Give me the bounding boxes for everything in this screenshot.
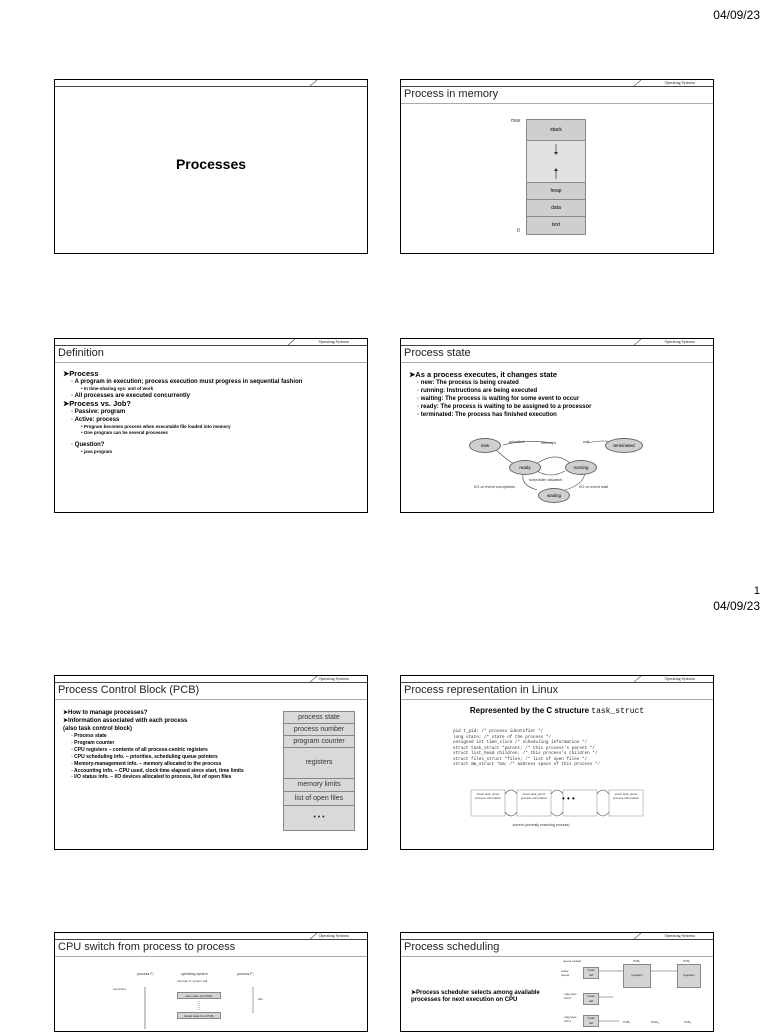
bullet: • One program can be several processes <box>81 430 168 435</box>
queue-arrows <box>599 969 679 1029</box>
title-rule <box>401 362 713 363</box>
slide-rule <box>55 345 367 346</box>
tape0-label: mag tape unit 0 <box>564 992 577 1000</box>
course-label: Operating Systems <box>318 676 349 681</box>
bullet: ◦ Process state <box>71 733 107 739</box>
title-rule <box>401 699 713 700</box>
free-space <box>527 141 585 183</box>
slide-process-scheduling <box>400 932 714 1032</box>
course-label: Operating Systems <box>318 933 349 938</box>
bullet: ➤As a process executes, it changes state <box>409 370 558 379</box>
slide-linux <box>400 675 714 850</box>
title-rule <box>55 362 367 363</box>
bullet: ◦ Memory-management info. – memory allocated to the process <box>71 761 222 767</box>
tape1-label: mag tape unit 1 <box>564 1015 577 1023</box>
slide-rule <box>55 86 367 87</box>
slide-rule <box>55 682 367 683</box>
pcb-field: program counter <box>284 736 354 748</box>
save-state-box: save state into PCB₀ <box>177 992 221 999</box>
bullet: • Program becomes process when executable file loaded into memory <box>81 424 231 429</box>
ready-queue-label: ready queue <box>561 969 570 977</box>
bullet: ◦ terminated: The process has finished execution <box>417 412 557 418</box>
course-label: Operating Systems <box>664 339 695 344</box>
slide-title: Process Control Block (PCB) <box>58 684 200 696</box>
pcb14-label: PCB₁₄ <box>651 1020 660 1024</box>
os-label: operating system <box>181 972 208 976</box>
title-rule <box>55 956 367 957</box>
p0-label: process P₀ <box>137 972 155 976</box>
bullet: ➤Process vs. Job? <box>63 399 131 408</box>
task-struct-code: pid t_pid; /* process identifier */ long state; /* state of the process */ unsigned int time_slice /* scheduling information */ struct task_struct *parent; /* this process's parent */ struct list_head children; /* this process's children */ struct files_struct *files; /* list of open files */ struct mm_struct *mm; /* address space of this process */ <box>453 729 600 767</box>
slide-title: Process state <box>404 347 471 359</box>
course-label: Operating Systems <box>318 339 349 344</box>
pcb6-label: PCB₆ <box>684 1020 692 1024</box>
course-label: Operating Systems <box>664 676 695 681</box>
pcb-body <box>63 709 285 781</box>
pcb-field: registers <box>284 748 354 779</box>
edge-io-done: I/O or event completion <box>474 484 516 489</box>
bullet: ◦ Question? <box>71 442 105 448</box>
slide-title: Process in memory <box>404 88 499 100</box>
pcb-field: • • • <box>284 806 354 831</box>
pcb3-label: PCB₃ <box>623 1020 631 1024</box>
slide-rule <box>401 939 713 940</box>
slide-title: Process representation in Linux <box>404 684 559 696</box>
course-label: Operating Systems <box>664 80 695 85</box>
slide-rule <box>55 939 367 940</box>
bullet: ➤Process <box>63 369 99 378</box>
edge-admitted: admitted <box>509 439 525 444</box>
state-running: running <box>565 460 597 475</box>
slide-rule <box>401 345 713 346</box>
state-terminated: terminated <box>605 438 643 453</box>
page-number: 1 <box>753 585 760 597</box>
data-segment: data <box>527 200 585 217</box>
pcb-field: process state <box>284 712 354 724</box>
bullet: ◦ I/O status info. – I/O devices allocated to process, list of open files <box>71 774 232 780</box>
edge-exit: exit <box>583 439 590 444</box>
linux-heading: Represented by the C structure task_struct <box>469 706 645 716</box>
bullet: ◦ Program counter <box>71 740 115 746</box>
bullet: • In time-sharing sys: unit of work <box>81 386 154 391</box>
executing-label: executing <box>113 987 126 991</box>
definition-body <box>63 370 353 455</box>
switch-lines <box>115 983 265 1029</box>
bullet: ◦ Accounting info. – CPU used, clock time elapsed since start, time limits <box>71 768 244 774</box>
zero-label: 0 <box>517 228 520 234</box>
edge-io-wait: I/O or event wait <box>579 484 609 489</box>
slide-process-state <box>400 338 714 513</box>
bullet: ➤Information associated with each process <box>63 718 188 724</box>
bullet: ◦ waiting: The process is waiting for some event to occur <box>417 396 580 402</box>
current-label: current (currently executing process) <box>512 823 570 827</box>
title-rule <box>401 956 713 957</box>
page-date-2: 04/09/23 <box>713 599 760 613</box>
title-rule <box>401 103 713 104</box>
bullet: ➤How to manage processes? <box>63 710 148 716</box>
bullet: ◦ CPU scheduling info. – priorities, scheduling queue pointers <box>71 754 218 760</box>
max-label: max <box>511 118 521 124</box>
state-ready: ready <box>509 460 541 475</box>
queue-header-label: queue header <box>563 959 582 963</box>
title-rule <box>55 699 367 700</box>
task-box: struct task_struct process information <box>474 792 502 800</box>
pcb-field: process number <box>284 724 354 736</box>
tape0-box: head tail <box>583 993 599 1005</box>
bullet: ◦ All processes are executed concurrently <box>71 393 190 399</box>
state-new: new <box>469 438 501 453</box>
bullet: ◦ Active: process <box>71 417 120 423</box>
slide-title: Process scheduling <box>404 941 500 953</box>
edge-dispatch: scheduler dispatch <box>529 477 563 482</box>
pcb7-label: PCB₇ <box>633 959 641 963</box>
slide-title: Definition <box>58 347 104 359</box>
slide-rule <box>401 682 713 683</box>
slide-pcb <box>54 675 368 850</box>
stack-segment: stack <box>527 120 585 141</box>
scheduling-text: ➤Process scheduler selects among available processes for next execution on CPU <box>411 990 540 1003</box>
bullet: ◦ running: Instructions are being executed <box>417 388 538 394</box>
slide-cpu-switch <box>54 932 368 1032</box>
idle-label: idle <box>258 997 263 1001</box>
text-line: (also task control block) <box>63 726 133 732</box>
bullet: • java program <box>81 449 113 454</box>
state-waiting: waiting <box>538 488 570 503</box>
text-segment: text <box>527 217 585 234</box>
task-list-diagram <box>469 784 649 818</box>
edge-interrupt: interrupt <box>541 440 556 445</box>
slide-definition <box>54 338 368 513</box>
reload-state-box: reload state from PCB₁ <box>177 1012 221 1019</box>
pcb2-box: registers <box>677 964 701 988</box>
tape1-box: head tail <box>583 1015 599 1027</box>
course-label: Operating Systems <box>664 933 695 938</box>
bullet: ◦ ready: The process is waiting to be assigned to a processor <box>417 404 592 410</box>
state-list <box>409 371 592 419</box>
memory-diagram <box>526 119 586 235</box>
task-box: struct task_struct process information <box>520 792 548 800</box>
p1-label: process P₁ <box>237 972 254 976</box>
slide-title: Processes <box>175 156 247 172</box>
interrupt-label: interrupt or system call <box>177 979 208 983</box>
task-box: struct task_struct process information <box>612 792 640 800</box>
slide-processes <box>54 79 368 254</box>
slide-rule <box>401 86 713 87</box>
bullet: ◦ Passive: program <box>71 409 126 415</box>
ellipsis: • • • <box>562 794 575 803</box>
bullet: ◦ A program in execution; process execution must progress in sequential fashion <box>71 379 303 385</box>
bullet: ◦ new: The process is being created <box>417 380 519 386</box>
pcb-diagram <box>283 711 355 831</box>
pcb7-box: registers <box>623 964 651 988</box>
heap-segment: heap <box>527 183 585 200</box>
slide-process-in-memory <box>400 79 714 254</box>
pcb-field: memory limits <box>284 779 354 792</box>
ready-queue-box: head tail <box>583 967 599 979</box>
bullet: ◦ CPU registers – contents of all process-centric registers <box>71 747 208 753</box>
page-date: 04/09/23 <box>713 8 760 22</box>
pcb-field: list of open files <box>284 792 354 806</box>
slide-title: CPU switch from process to process <box>58 941 236 953</box>
growth-arrows <box>527 141 585 182</box>
pcb2-label: PCB₂ <box>683 959 691 963</box>
